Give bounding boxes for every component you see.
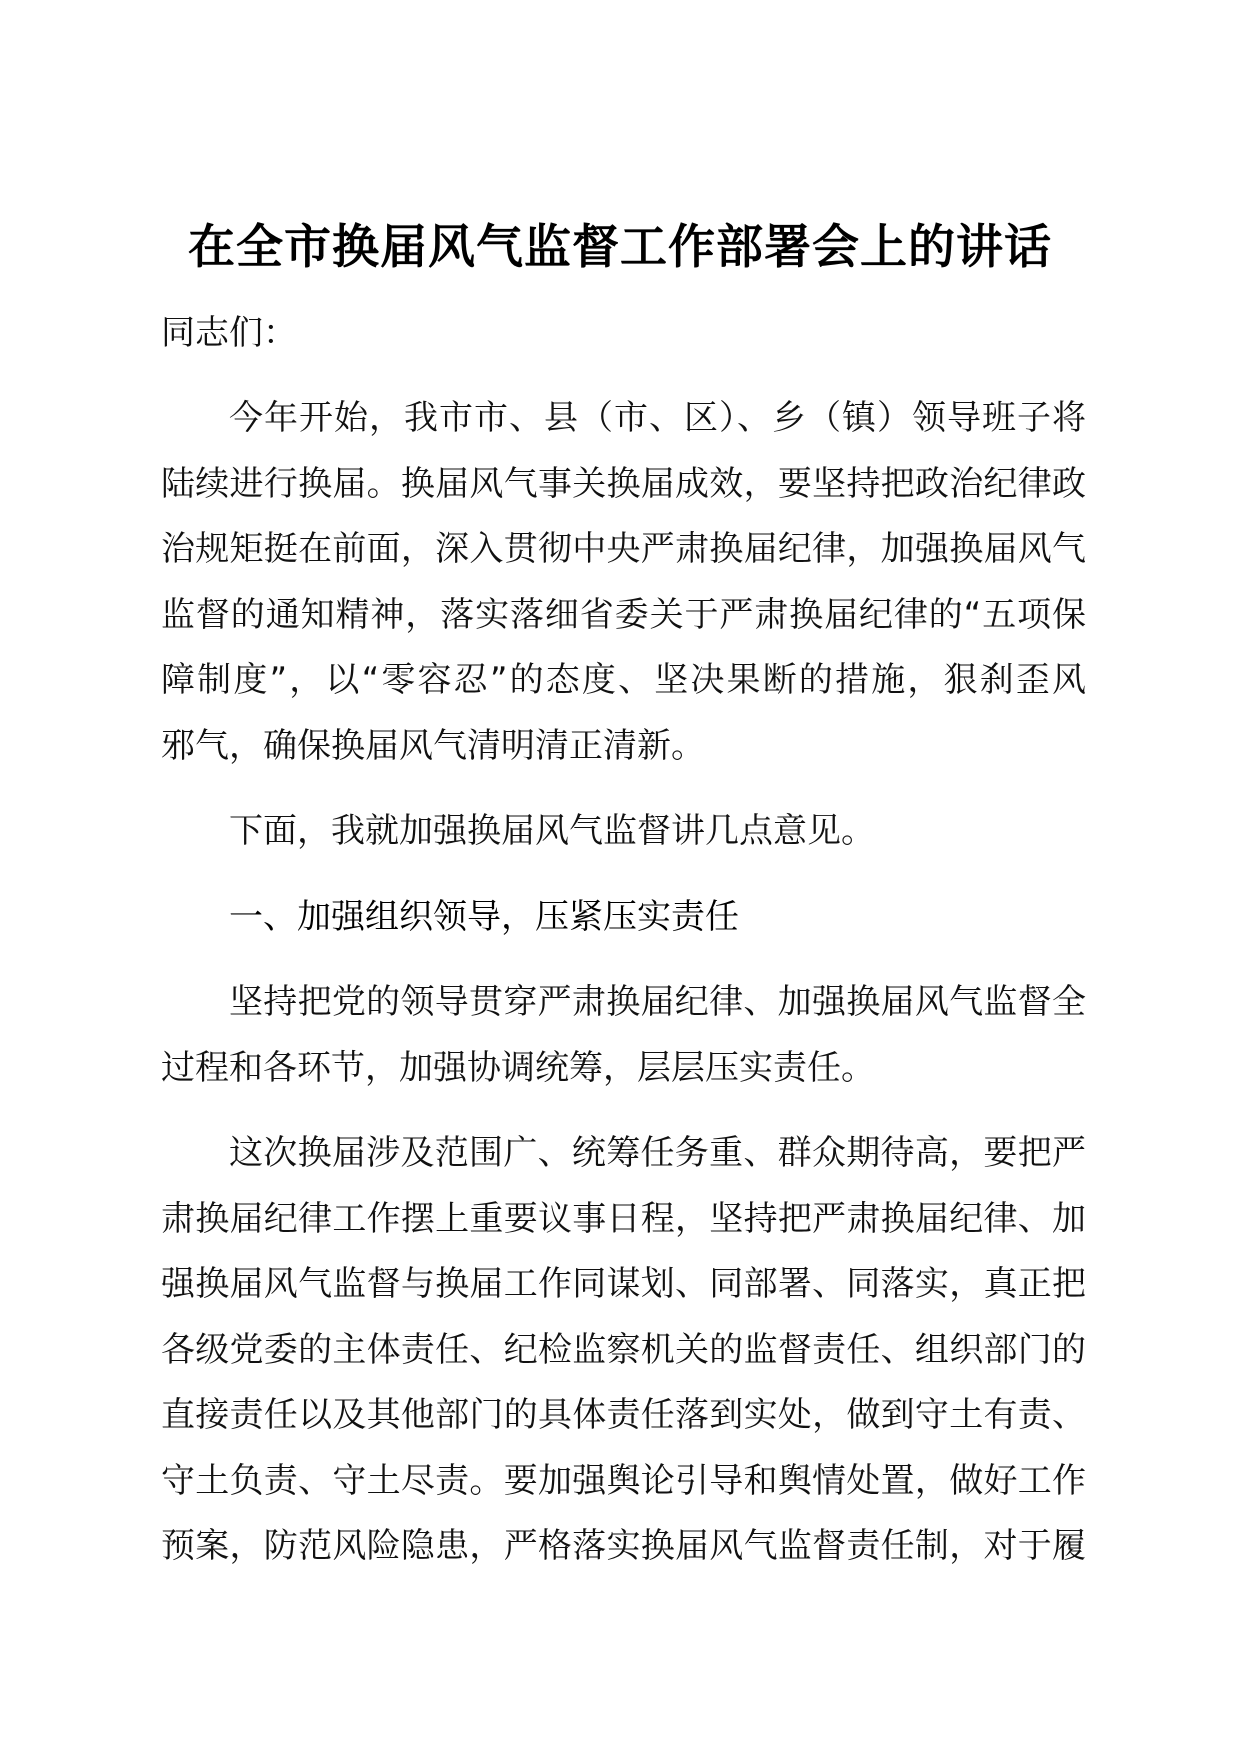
section-heading-1	[161, 885, 1086, 951]
paragraph-line: 下面，我就加强换届风气监督讲几点意见。	[229, 811, 875, 851]
salutation: 同志们：	[161, 312, 297, 353]
paragraph-line: 治规矩挺在前面，深入贯彻中央严肃换届纪律，加强换届风气	[161, 529, 1086, 569]
document-title: 在全市换届风气监督工作部署会上的讲话	[188, 220, 1052, 275]
paragraph-transition	[161, 799, 1086, 865]
paragraph-line: 监督的通知精神，落实落细省委关于严肃换届纪律的“五项保	[161, 594, 1086, 635]
section-heading: 一、加强组织领导，压紧压实责任	[229, 896, 739, 937]
paragraph-line: 过程和各环节，加强协调统筹，层层压实责任。	[161, 1047, 875, 1088]
salutation-paragraph	[161, 301, 1086, 367]
paragraph-line: 今年开始，我市市、县（市、区）、乡（镇）领导班子将	[229, 398, 1086, 438]
paragraph-line: 守土负责、守土尽责。要加强舆论引导和舆情处置，做好工作	[161, 1460, 1086, 1501]
paragraph-line: 肃换届纪律工作摆上重要议事日程，坚持把严肃换届纪律、加	[161, 1198, 1086, 1239]
paragraph-line: 障制度”，以“零容忍”的态度、坚决果断的措施，狠刹歪风	[161, 660, 1086, 700]
paragraph-line: 邪气，确保换届风气清明清正清新。	[161, 725, 705, 766]
paragraph-line: 坚持把党的领导贯穿严肃换届纪律、加强换届风气监督全	[229, 982, 1086, 1022]
paragraph-line: 强换届风气监督与换届工作同谋划、同部署、同落实，真正把	[161, 1264, 1086, 1304]
paragraph-line: 直接责任以及其他部门的具体责任落到实处，做到守土有责、	[161, 1395, 1086, 1435]
paragraph-leadership	[161, 970, 1086, 1101]
paragraph-line: 陆续进行换届。换届风气事关换届成效，要坚持把政治纪律政	[161, 463, 1086, 504]
paragraph-line: 这次换届涉及范围广、统筹任务重、群众期待高，要把严	[229, 1133, 1086, 1173]
paragraph-line: 预案，防范风险隐患，严格落实换届风气监督责任制，对于履	[161, 1526, 1086, 1566]
paragraph-responsibility	[161, 1121, 1086, 1580]
paragraph-line: 各级党委的主体责任、纪检监察机关的监督责任、组织部门的	[161, 1329, 1086, 1370]
paragraph-intro	[161, 386, 1086, 779]
